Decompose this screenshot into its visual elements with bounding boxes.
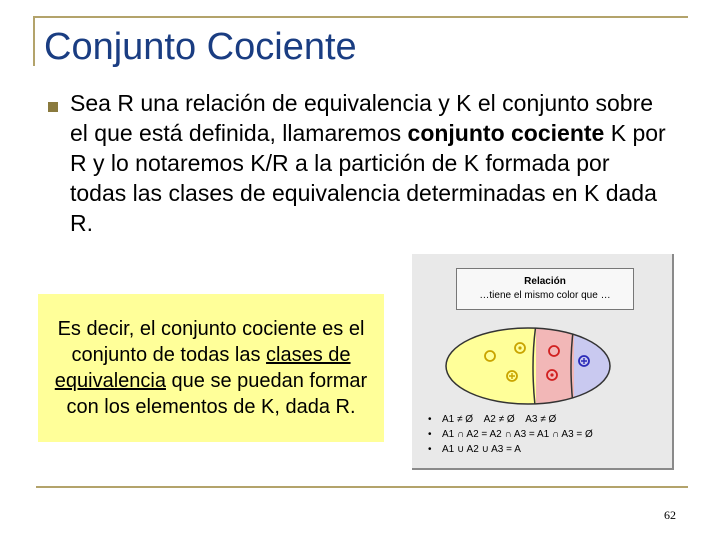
condition-text: A1 ≠ Ø A2 ≠ Ø A3 ≠ Ø <box>442 414 557 425</box>
bottom-rule <box>36 486 688 488</box>
bullet-bold-term: conjunto cociente <box>407 120 605 146</box>
partition-conditions <box>428 412 668 457</box>
bullet-dot-icon: • <box>428 444 432 455</box>
bullet-text-start: Sea R una relación de equivalencia y K el conjunto sobre el que está definida, llamaremos <box>70 90 654 146</box>
bullet-dot-icon: • <box>428 429 432 440</box>
condition-row <box>428 412 668 427</box>
relation-subtitle: …tiene el mismo color que … <box>479 290 611 301</box>
callout-text-end: que se puedan formar con los elementos de K, dada R. <box>66 370 368 418</box>
bullet-dot-icon: • <box>428 414 432 425</box>
square-bullet-icon <box>48 102 58 112</box>
condition-row <box>428 442 668 457</box>
condition-text: A1 ∪ A2 ∪ A3 = A <box>442 444 521 455</box>
region-a2 <box>536 324 574 414</box>
callout-box <box>38 294 384 442</box>
slide-title: Conjunto Cociente <box>44 26 357 68</box>
callout-text <box>44 316 378 420</box>
condition-row <box>428 427 668 442</box>
relation-title: Relación <box>524 276 566 287</box>
region-a1 <box>442 324 536 414</box>
left-rule <box>33 16 35 66</box>
page-number: 62 <box>664 508 676 522</box>
callout-underlined-term: clases de equivalencia <box>54 344 351 392</box>
callout-text-start: Es decir, el conjunto cociente es el conjunto de todas las <box>57 318 365 366</box>
relation-box <box>456 268 634 310</box>
bullet-text-end: K por R y lo notaremos K/R a la partición de K formada por todas las clases de equivalencia determinadas en K dada R. <box>70 120 666 236</box>
bullet-text <box>70 88 670 238</box>
region-a3 <box>574 324 614 414</box>
top-rule <box>33 16 688 18</box>
condition-text: A1 ∩ A2 = A2 ∩ A3 = A1 ∩ A3 = Ø <box>442 429 593 440</box>
